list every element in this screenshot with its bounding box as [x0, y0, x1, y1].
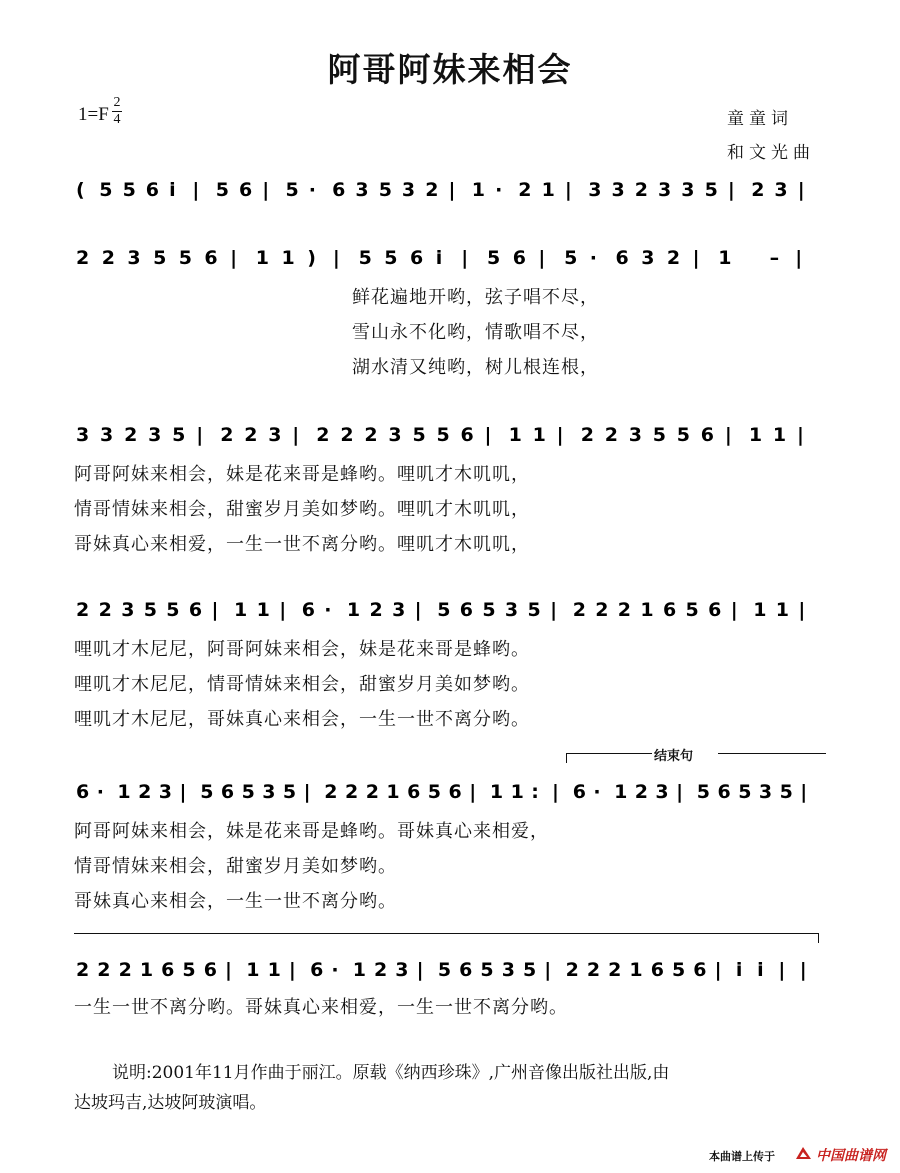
- score-line-4: [74, 592, 826, 628]
- footer-upload-text: 本曲谱上传于: [709, 1150, 775, 1163]
- lyric-2-1: 鲜花遍地开哟，弦子唱不尽，: [352, 287, 599, 308]
- score-line-5: [74, 774, 826, 810]
- score-line-1: [74, 172, 826, 208]
- lyric-5-2: 情哥情妹来相会，甜蜜岁月美如梦哟。: [74, 856, 397, 877]
- explanation-note: 说明:2001年11月作曲于丽江。原载《纳西珍珠》,广州音像出版社出版,由: [112, 1063, 670, 1083]
- score-line-6: [74, 952, 826, 988]
- lyric-4-1: 哩叽才木尼尼，阿哥阿妹来相会，妹是花来哥是蜂哟。: [74, 639, 530, 660]
- lyric-3-3: 哥妹真心来相爱，一生一世不离分哟。哩叽才木叽叽，: [74, 534, 530, 555]
- notation-svg-6: [74, 952, 826, 988]
- lyric-4-3: 哩叽才木尼尼，哥妹真心来相会，一生一世不离分哟。: [74, 709, 530, 730]
- lyric-3-1: 阿哥阿妹来相会，妹是花来哥是蜂哟。哩叽才木叽叽，: [74, 464, 530, 485]
- end-bracket-hook: [566, 753, 567, 763]
- song-title: 阿哥阿妹来相会: [327, 50, 573, 89]
- notation-svg-2: [74, 240, 826, 276]
- notation-text: ( 5 5 6 i | 5 6 | 5 · 6 3 5 3 2 | 1 · 2 1 | 3 3 2 3 3 5 | 2 3 |: [76, 179, 805, 201]
- score-line-3: [74, 417, 826, 453]
- notation-svg-1: [74, 172, 826, 208]
- notation-text: 6 · 1 2 3 | 5 6 5 3 5 | 2 2 2 1 6 5 6 | 1 1 : | 6 · 1 2 3 | 5 6 5 3 5 |: [76, 781, 808, 803]
- brand-logo-icon: [795, 1146, 812, 1161]
- lyric-5-3: 哥妹真心来相会，一生一世不离分哟。: [74, 891, 397, 912]
- composer-credit: 和文光曲: [727, 143, 815, 163]
- lyric-3-2: 情哥情妹来相会，甜蜜岁月美如梦哟。哩叽才木叽叽，: [74, 499, 530, 520]
- time-signature: [112, 96, 122, 127]
- end-phrase-label: 结束句: [654, 749, 694, 764]
- brand-name: 中国曲谱网: [816, 1148, 886, 1164]
- lyric-2-2: 雪山永不化哟，情歌唱不尽，: [352, 322, 599, 343]
- time-sig-top: 2: [113, 95, 121, 110]
- notation-text: 2 2 3 5 5 6 | 1 1 ) | 5 5 6 i | 5 6 | 5 · 6 3 2 | 1 – |: [76, 247, 803, 269]
- lyric-6-1: 一生一世不离分哟。哥妹真心来相爱，一生一世不离分哟。: [74, 997, 568, 1018]
- notation-svg-5: [74, 774, 826, 810]
- notation-text: 2 2 3 5 5 6 | 1 1 | 6 · 1 2 3 | 5 6 5 3 5 | 2 2 2 1 6 5 6 | 1 1 |: [76, 599, 806, 621]
- lyric-4-2: 哩叽才木尼尼，情哥情妹来相会，甜蜜岁月美如梦哟。: [74, 674, 530, 695]
- lyricist-credit: 童童词: [727, 109, 793, 129]
- notation-svg-4: [74, 592, 826, 628]
- key-signature: [78, 95, 121, 127]
- notation-svg-3: [74, 417, 826, 453]
- notation-text: 3 3 2 3 5 | 2 2 3 | 2 2 2 3 5 5 6 | 1 1 | 2 2 3 5 5 6 | 1 1 |: [76, 424, 804, 446]
- volta-line: [74, 933, 819, 934]
- lyric-2-3: 湖水清又纯哟，树儿根连根，: [352, 357, 599, 378]
- notation-text: 2 2 2 1 6 5 6 | 1 1 | 6 · 1 2 3 | 5 6 5 3 5 | 2 2 2 1 6 5 6 | i i | |: [76, 959, 807, 981]
- volta-hook: [818, 933, 819, 943]
- explanation-note-cont: 达坡玛吉,达坡阿玻演唱。: [74, 1093, 267, 1113]
- end-bracket-right: [718, 753, 826, 754]
- key-label: 1=F: [78, 104, 109, 125]
- time-sig-bottom: 4: [113, 112, 121, 127]
- lyric-5-1: 阿哥阿妹来相会，妹是花来哥是蜂哟。哥妹真心来相爱，: [74, 821, 549, 842]
- score-line-2: [74, 240, 826, 276]
- end-bracket-left: [566, 753, 652, 754]
